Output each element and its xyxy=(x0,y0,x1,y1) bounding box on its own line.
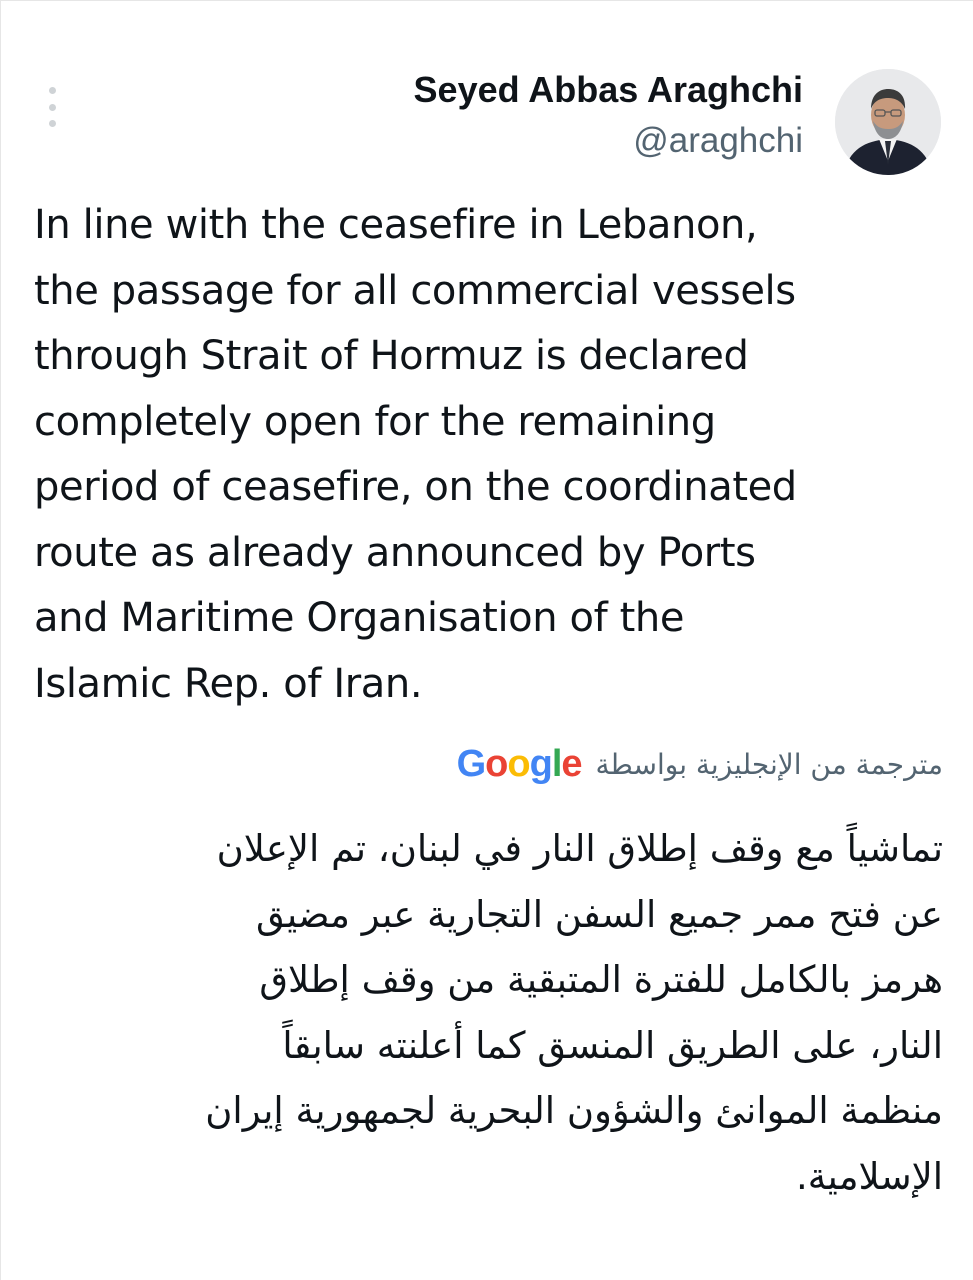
tweet-line: the passage for all commercial vessels xyxy=(34,267,796,314)
display-name[interactable]: Seyed Abbas Araghchi xyxy=(413,69,803,110)
translated-by[interactable] xyxy=(457,739,943,789)
google-logo-letter: g xyxy=(529,743,552,785)
google-logo-letter: o xyxy=(485,743,508,785)
tweet-line: period of ceasefire, on the coordinated xyxy=(34,464,797,510)
translated-line: الإسلامية. xyxy=(795,1154,943,1198)
avatar[interactable] xyxy=(835,69,941,175)
tweet-line: In line with the ceasefire in Lebanon, xyxy=(34,202,758,248)
tweet-line: Islamic Rep. of Iran. xyxy=(34,660,423,707)
translated-line: هرمز بالكامل للفترة المتبقية من وقف إطلاق xyxy=(259,958,943,1001)
more-dot xyxy=(49,87,56,94)
translated-line: عن فتح ممر جميع السفن التجارية عبر مضيق xyxy=(256,892,943,936)
tweet-line: route as already announced by Ports xyxy=(34,529,756,576)
tweet-line: completely open for the remaining xyxy=(34,398,716,445)
more-dot xyxy=(49,120,56,127)
translated-line: النار، على الطريق المنسق كما أعلنته سابقاً xyxy=(282,1023,943,1067)
google-logo-letter: e xyxy=(561,743,582,785)
tweet-text xyxy=(34,193,949,717)
google-logo-letter: o xyxy=(507,743,530,785)
user-handle[interactable]: @araghchi xyxy=(633,121,803,160)
author-names xyxy=(414,69,803,163)
google-logo xyxy=(457,739,582,789)
more-dot xyxy=(49,104,56,111)
more-vertical-icon[interactable] xyxy=(39,87,65,127)
translated-text xyxy=(23,816,943,1209)
google-logo-letter: G xyxy=(456,743,486,785)
profile-photo xyxy=(835,69,941,175)
translated-line: منظمة الموانئ والشؤون البحرية لجمهورية إيران xyxy=(205,1089,943,1132)
translated-by-label: مترجمة من الإنجليزية بواسطة xyxy=(595,747,943,781)
tweet-line: and Maritime Organisation of the xyxy=(34,595,685,641)
google-logo-letter: l xyxy=(551,743,562,785)
tweet-line: through Strait of Hormuz is declared xyxy=(34,333,749,379)
translated-line: تماشياً مع وقف إطلاق النار في لبنان، تم الإعلان xyxy=(216,827,943,870)
tweet-header xyxy=(414,69,941,175)
